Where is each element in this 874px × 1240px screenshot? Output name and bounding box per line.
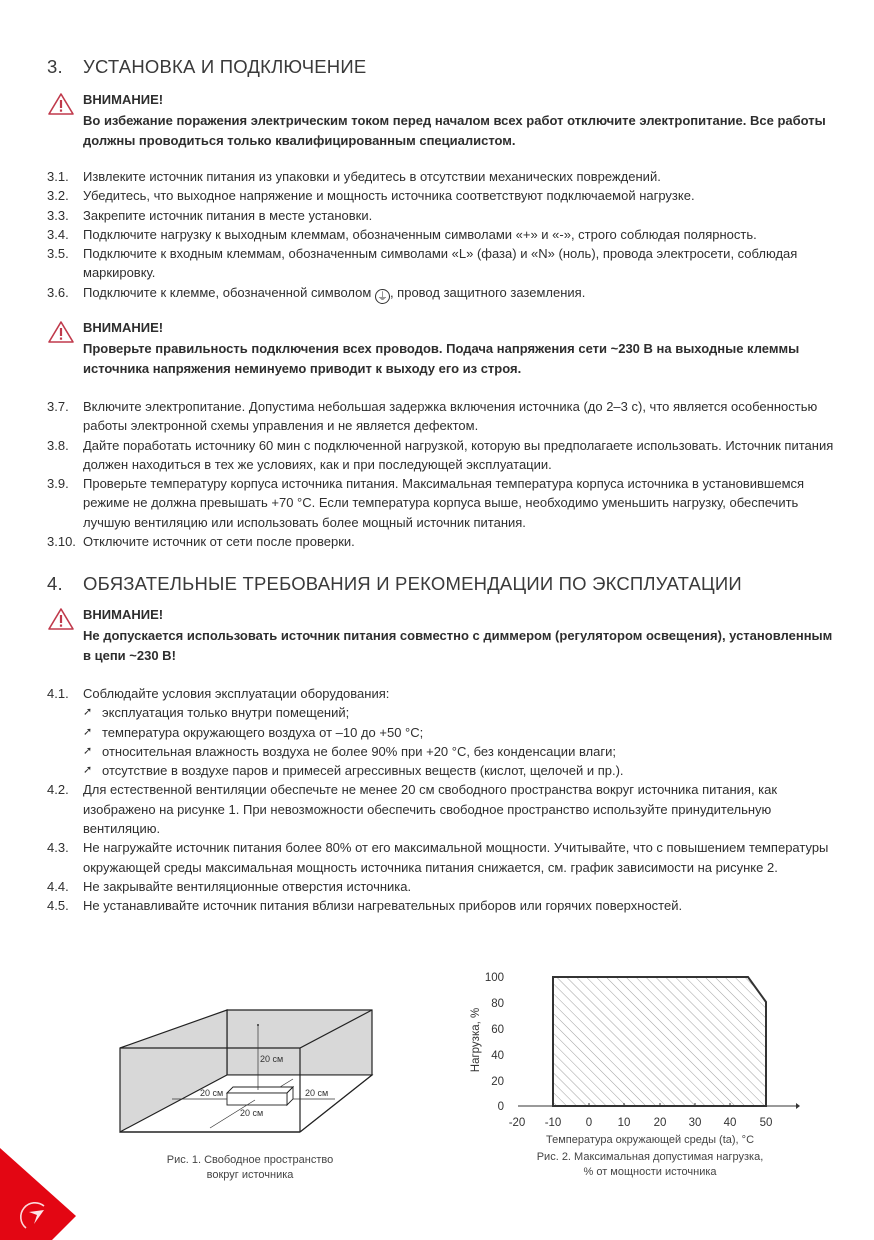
front-clearance-label: 20 см — [240, 1108, 264, 1118]
arrow-bullet-icon: ➚ — [83, 706, 93, 719]
x-tick: 40 — [723, 1117, 737, 1129]
figure-2-derating-chart — [460, 960, 800, 1132]
warning-text: Не допускается использовать источник питания совместно с диммером (регулятором освещения), установленным в цепи ~230 В! — [83, 628, 833, 663]
left-clearance-label: 20 см — [200, 1088, 224, 1098]
item-number: 3.3. — [47, 207, 69, 223]
install-steps-list — [47, 167, 847, 304]
bullet-item — [47, 723, 847, 742]
item-number: 3.4. — [47, 226, 69, 242]
list-item — [47, 244, 847, 283]
warning-title: ВНИМАНИЕ! — [83, 92, 164, 107]
bullet-item — [47, 742, 847, 761]
right-clearance-label: 20 см — [305, 1088, 329, 1098]
item-text: Не закрывайте вентиляционные отверстия источника. — [83, 878, 412, 894]
section-title: УСТАНОВКА И ПОДКЛЮЧЕНИЕ — [83, 56, 367, 77]
y-tick: 20 — [491, 1076, 504, 1088]
item-text: Дайте поработать источнику 60 мин с подключенной нагрузкой, которую вы предполагаете использовать. Источник питания должен находиться в тех же условиях, как и при последующей эксплуатации. — [83, 437, 834, 472]
list-item — [47, 436, 847, 475]
figure-2-caption — [495, 1133, 805, 1180]
item-text: Убедитесь, что выходное напряжение и мощность источника соответствуют подключаемой нагрузке. — [83, 188, 695, 204]
warning-triangle-icon — [47, 607, 75, 631]
item-text: Извлеките источник питания из упаковки и убедитесь в отсутствии механических повреждений. — [83, 169, 661, 184]
arrow-bullet-icon: ➚ — [83, 744, 93, 757]
figure-1-ventilation-diagram — [110, 995, 390, 1145]
check-steps-list — [47, 397, 847, 551]
y-axis-label: Нагрузка, % — [470, 1007, 482, 1073]
item-number: 3.10. — [47, 534, 76, 550]
item-text: , провод защитного заземления. — [389, 284, 586, 300]
bullet-text: относительная влажность воздуха не более 90% при +20 °С, без конденсации влаги; — [102, 743, 616, 759]
item-number: 4.3. — [47, 840, 69, 856]
item-number: 3.9. — [47, 476, 69, 492]
section-title: ОБЯЗАТЕЛЬНЫЕ ТРЕБОВАНИЯ И РЕКОМЕНДАЦИИ ПО ЭКСПЛУАТАЦИИ — [83, 573, 742, 594]
warning-text: Во избежание поражения электрическим током перед началом всех работ отключите электропитание. Все работы должны проводиться только квалифицированным специалистом. — [83, 113, 826, 148]
item-number: 4.4. — [47, 878, 69, 894]
bullet-text: температура окружающего воздуха от –10 до +50 °С; — [102, 724, 424, 740]
arrow-bullet-icon: ➚ — [83, 764, 93, 777]
ground-symbol-icon: ⏚ — [376, 290, 388, 303]
item-text: Подключите к входным клеммам, обозначенным символами «L» (фаза) и «N» (ноль), провода электросети, соблюдая маркировку. — [83, 246, 798, 281]
item-text: Не нагружайте источник питания более 80% от его максимальной мощности. Учитывайте, что с повышением температуры окружающей среды максимальная мощность источника питания снижается, см. график зависимости на рисунке 2. — [83, 840, 829, 875]
warning-block — [47, 92, 847, 152]
x-tick: 30 — [688, 1117, 702, 1129]
list-item — [47, 532, 847, 551]
y-tick: 80 — [491, 998, 504, 1010]
list-item — [47, 838, 847, 877]
item-text: Включите электропитание. Допустима небольшая задержка включения источника (до 2–3 с), что является особенностью работы электронной схемы управления и не является дефектом. — [83, 399, 818, 434]
list-item — [47, 283, 847, 304]
section-number: 3. — [47, 56, 63, 77]
caption-line: Рис. 1. Свободное пространство — [166, 1154, 334, 1166]
brand-corner-logo — [0, 1148, 80, 1240]
x-tick: 20 — [653, 1117, 667, 1129]
item-number: 3.1. — [47, 169, 69, 184]
caption-line: Рис. 2. Максимальная допустимая нагрузка, — [536, 1151, 764, 1163]
y-tick: 60 — [491, 1024, 504, 1036]
bullet-item — [47, 703, 847, 722]
item-text: Закрепите источник питания в месте установки. — [83, 207, 373, 223]
item-number: 3.5. — [47, 246, 69, 262]
item-text: Подключите нагрузку к выходным клеммам, обозначенным символами «+» и «-», строго соблюдая полярность. — [83, 226, 757, 242]
item-number: 3.6. — [47, 284, 69, 300]
item-text: Соблюдайте условия эксплуатации оборудования: — [83, 686, 390, 701]
figure-1-caption — [110, 1153, 390, 1183]
y-tick: 100 — [484, 972, 504, 984]
list-item — [47, 877, 847, 896]
item-text: Подключите к клемме, обозначенной символом — [83, 284, 375, 300]
top-clearance-label: 20 см — [260, 1054, 284, 1064]
y-tick: 0 — [497, 1101, 504, 1113]
section-3-heading — [47, 56, 366, 78]
warning-triangle-icon — [47, 320, 75, 344]
item-number: 3.8. — [47, 437, 69, 453]
warning-title: ВНИМАНИЕ! — [83, 320, 164, 335]
caption-line: % от мощности источника — [583, 1166, 717, 1178]
bullet-item — [47, 761, 847, 780]
item-number: 3.7. — [47, 399, 69, 414]
x-tick: -10 — [544, 1117, 562, 1129]
list-item — [47, 186, 847, 205]
warning-triangle-icon — [47, 92, 75, 116]
item-text: Отключите источник от сети после проверки. — [83, 534, 355, 550]
x-tick: 0 — [585, 1117, 593, 1129]
x-tick: 10 — [617, 1117, 631, 1129]
item-text: Не устанавливайте источник питания вблизи нагревательных приборов или горячих поверхностей. — [83, 898, 683, 914]
x-tick: -20 — [508, 1117, 526, 1129]
list-item — [47, 397, 847, 436]
list-item — [47, 225, 847, 244]
list-item — [47, 206, 847, 225]
list-item — [47, 167, 847, 186]
warning-text: Проверьте правильность подключения всех проводов. Подача напряжения сети ~230 В на выходные клеммы источника напряжения неминуемо приводит к выходу его из строя. — [83, 341, 800, 376]
item-number: 4.5. — [47, 898, 69, 914]
x-axis-label: Температура окружающей среды (ta), °С — [545, 1134, 755, 1146]
warning-block — [47, 607, 847, 667]
warning-title: ВНИМАНИЕ! — [83, 607, 164, 622]
caption-line: вокруг источника — [206, 1169, 294, 1181]
y-tick: 40 — [491, 1050, 504, 1062]
list-item — [47, 474, 847, 532]
requirements-list — [47, 684, 847, 916]
arrow-bullet-icon: ➚ — [83, 725, 93, 738]
item-number: 3.2. — [47, 188, 69, 204]
item-number: 4.2. — [47, 782, 69, 798]
item-text: Проверьте температуру корпуса источника питания. Максимальная температура корпуса источника в установившемся режиме не должна превышать +70 °С. Если температура корпуса выше, необходимо уменьшить нагрузку, обеспечить лучшую вентиляцию или использовать более мощный источник питания. — [83, 476, 805, 530]
bullet-text: эксплуатация только внутри помещений; — [102, 705, 350, 721]
list-item — [47, 780, 847, 838]
list-item — [47, 896, 847, 915]
warning-block — [47, 320, 847, 380]
x-tick: 50 — [759, 1117, 773, 1129]
list-item — [47, 684, 847, 703]
bullet-text: отсутствие в воздухе паров и примесей агрессивных веществ (кислот, щелочей и пр.). — [102, 763, 624, 779]
section-4-heading — [47, 573, 742, 595]
item-number: 4.1. — [47, 686, 69, 701]
item-text: Для естественной вентиляции обеспечьте не менее 20 см свободного пространства вокруг источника питания, как изображено на рисунке 1. При невозможности обеспечить свободное пространство используйте принудительную вентиляцию. — [83, 782, 778, 837]
section-number: 4. — [47, 573, 63, 594]
